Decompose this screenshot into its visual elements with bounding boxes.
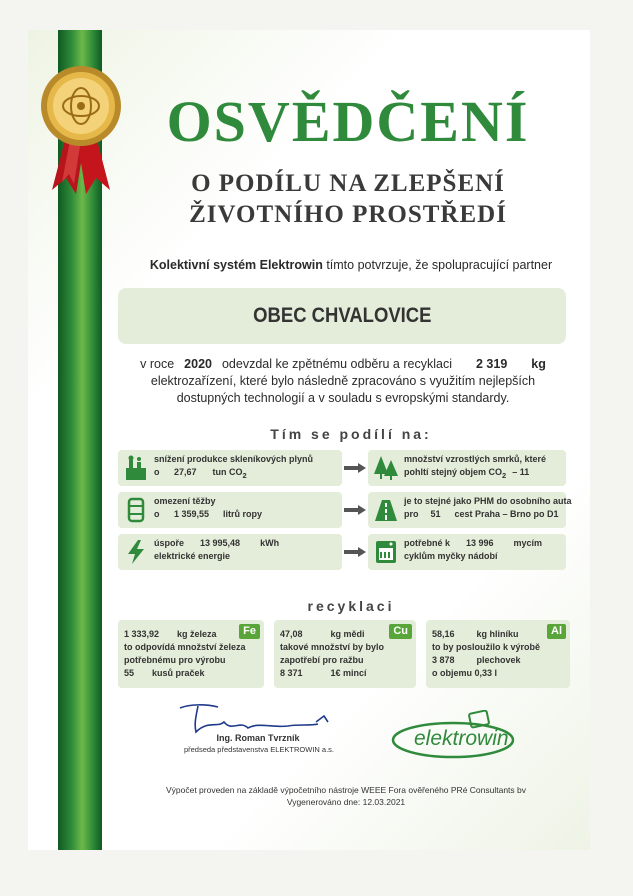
handover-line-3: dostupných technologií a v souladu s evropskými standardy. bbox=[176, 391, 510, 405]
oil-line-1: omezení těžby bbox=[154, 496, 216, 506]
copper-line-2: takové množství by bylo bbox=[280, 642, 385, 652]
aluminium-unit: kg hliníku bbox=[476, 629, 519, 639]
medal-icon bbox=[36, 58, 126, 198]
logo-text: elektrowin bbox=[414, 727, 509, 750]
trees-line-2-sub: 2 bbox=[502, 470, 507, 480]
share-row-oil bbox=[118, 492, 572, 528]
handover-statement bbox=[120, 356, 566, 407]
dishwasher-icon bbox=[372, 538, 400, 566]
trees-value: – 11 bbox=[512, 467, 530, 477]
oil-prefix: o bbox=[154, 509, 160, 519]
signatory-role: předseda představenstva ELEKTROWIN a.s. bbox=[183, 745, 335, 754]
arrow-right-icon bbox=[344, 463, 366, 473]
footer-line-2: Vygenerováno dne: 12.03.2021 bbox=[286, 797, 406, 807]
dishwasher-prefix: potřebné k bbox=[404, 538, 451, 548]
dishwasher-value: 13 996 bbox=[466, 538, 494, 548]
copper-badge: Cu bbox=[389, 624, 412, 639]
trees-line-2: pohltí stejný objem CO bbox=[404, 467, 503, 477]
amount-unit: kg bbox=[531, 357, 546, 371]
aluminium-value: 58,16 bbox=[432, 629, 455, 639]
emissions-value: 27,67 bbox=[174, 467, 197, 477]
trees-icon bbox=[372, 454, 400, 482]
system-name: Kolektivní systém Elektrowin bbox=[149, 258, 323, 272]
trees-line-1: množství vzrostlých smrků, které bbox=[404, 454, 547, 464]
share-row-emissions bbox=[118, 450, 566, 486]
footer bbox=[118, 784, 574, 808]
share-box-dishwasher bbox=[368, 534, 566, 570]
energy-unit: kWh bbox=[260, 538, 280, 548]
footer-line-1: Výpočet proveden na základě výpočetního nástroje WEEE Fora ověřeného PRé Consultants bv bbox=[165, 785, 527, 795]
confirmation-text bbox=[116, 258, 586, 272]
factory-icon bbox=[122, 454, 150, 482]
aluminium-line-2: to by posloužilo k výrobě bbox=[432, 642, 541, 652]
fuel-prefix: pro bbox=[404, 509, 419, 519]
subtitle-line-1: O PODÍLU NA ZLEPŠENÍ bbox=[191, 170, 505, 197]
year-value: 2020 bbox=[184, 357, 212, 371]
copper-line-3: zapotřebí pro ražbu bbox=[280, 655, 364, 665]
copper-unit: kg mědi bbox=[330, 629, 365, 639]
emissions-prefix: o bbox=[154, 467, 160, 477]
recycle-box-copper bbox=[274, 620, 416, 688]
energy-line-2: elektrické energie bbox=[154, 551, 231, 561]
oil-unit: litrů ropy bbox=[223, 509, 263, 519]
lightning-icon bbox=[122, 538, 150, 566]
iron-line-2: to odpovídá množství železa bbox=[124, 642, 246, 652]
energy-value: 13 995,48 bbox=[200, 538, 241, 548]
iron-unit: kg železa bbox=[177, 629, 217, 639]
arrow-right-icon bbox=[344, 505, 366, 515]
share-box-oil bbox=[118, 492, 342, 528]
emissions-unit: tun CO bbox=[212, 467, 243, 477]
fuel-value: 51 bbox=[430, 509, 441, 519]
aluminium-count-unit: plechovek bbox=[476, 655, 521, 665]
iron-count-unit: kusů praček bbox=[152, 668, 205, 678]
road-icon bbox=[372, 496, 400, 524]
dishwasher-unit: mycím bbox=[513, 538, 543, 548]
certificate-subtitle bbox=[128, 168, 568, 230]
share-box-emissions bbox=[118, 450, 342, 486]
recycle-box-iron bbox=[118, 620, 264, 688]
aluminium-line-4: o objemu 0,33 l bbox=[432, 668, 498, 678]
handover-middle: odevzdal ke zpětnému odběru a recyklaci bbox=[221, 357, 452, 371]
barrel-icon bbox=[122, 496, 150, 524]
share-heading: Tím se podílí na: bbox=[270, 426, 432, 442]
dishwasher-line-2: cyklům myčky nádobí bbox=[404, 551, 498, 561]
amount-value: 2 319 bbox=[475, 357, 508, 371]
aluminium-count: 3 878 bbox=[432, 655, 455, 665]
certificate-title: OSVĚDČENÍ bbox=[166, 89, 530, 154]
arrow-right-icon bbox=[344, 547, 366, 557]
share-box-trees bbox=[368, 450, 566, 486]
iron-line-3: potřebnému pro výrobu bbox=[124, 655, 226, 665]
handover-line-2: elektrozařízení, které bylo následně zpracováno s využitím nejlepších bbox=[150, 374, 536, 388]
copper-count: 8 371 bbox=[280, 668, 303, 678]
fuel-unit: cest Praha – Brno po D1 bbox=[454, 509, 559, 519]
iron-badge: Fe bbox=[239, 624, 260, 639]
recycle-heading: recyklaci bbox=[307, 598, 395, 614]
emissions-line-1: snížení produkce skleníkových plynů bbox=[154, 454, 314, 464]
confirmation-rest: tímto potvrzuje, že spolupracující partner bbox=[326, 258, 553, 272]
copper-value: 47,08 bbox=[280, 629, 303, 639]
certificate-page bbox=[28, 30, 590, 850]
oil-value: 1 359,55 bbox=[174, 509, 210, 519]
iron-count: 55 bbox=[124, 668, 135, 678]
recycle-box-aluminium bbox=[426, 620, 570, 688]
partner-box bbox=[118, 288, 566, 344]
signatory-name: Ing. Roman Tvrzník bbox=[216, 733, 300, 743]
iron-value: 1 333,92 bbox=[124, 629, 160, 639]
subtitle-line-2: ŽIVOTNÍHO PROSTŘEDÍ bbox=[189, 201, 507, 228]
share-box-fuel bbox=[368, 492, 572, 528]
fuel-line-1: je to stejné jako PHM do osobního auta bbox=[404, 496, 572, 506]
share-row-energy bbox=[118, 534, 566, 570]
year-prefix: v roce bbox=[140, 357, 175, 371]
emissions-unit-sub: 2 bbox=[242, 470, 247, 480]
energy-prefix: úspoře bbox=[154, 538, 185, 548]
share-box-energy bbox=[118, 534, 342, 570]
copper-count-unit: 1€ mincí bbox=[330, 668, 367, 678]
aluminium-badge: Al bbox=[547, 624, 566, 639]
partner-name: OBEC CHVALOVICE bbox=[252, 304, 432, 327]
